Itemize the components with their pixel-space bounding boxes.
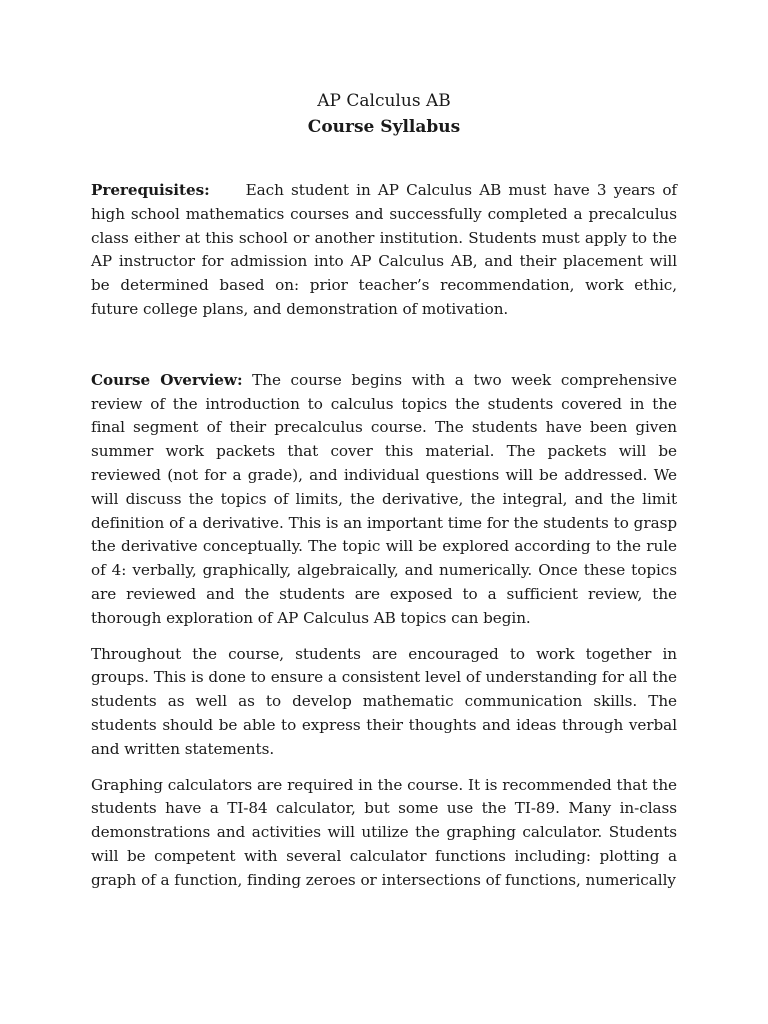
overview-text: The course begins with a two week comprehensive review of the introduction to calculus topics the students covered in the final segment of their precalculus course. The students have been given summer work packets that cover this material. The packets will be reviewed (not for a grade), and individual questions will be addressed. We will discuss the topics of limits, the derivative, the integral, and the limit definition of a derivative. This is an important time for the students to grasp the derivative conceptually. The topic will be explored according to the rule of 4: verbally, graphically, algebraically, and numerically. Once these topics are reviewed and the students are exposed to a sufficient review, the thorough exploration of AP Calculus AB topics can begin. — [91, 370, 677, 627]
prerequisites-label: Prerequisites: — [91, 181, 210, 199]
syllabus-page — [91, 88, 677, 893]
document-title — [91, 88, 677, 140]
section-spacer — [91, 322, 677, 369]
prerequisites-text: Each student in AP Calculus AB must have 3 years of high school mathematics courses and successfully completed a precalculus class either at this school or another institution. Students must apply to the AP instructor for admission into AP Calculus AB, and their placement will be determined based on: prior teacher’s recommendation, work ethic, future college plans, and demonstration of motivation. — [91, 181, 677, 318]
prerequisites-paragraph — [91, 179, 677, 322]
calculators-paragraph: Graphing calculators are required in the course. It is recommended that the students have a TI-84 calculator, but some use the TI-89. Many in-class demonstrations and activities will utilize the graphing calculator. Students will be competent with several calculator functions including: plotting a graph of a function, finding zeroes or intersections of functions, numerically — [91, 775, 677, 889]
overview-paragraph — [91, 369, 677, 631]
groups-paragraph: Throughout the course, students are encouraged to work together in groups. This is done to ensure a consistent level of understanding for all the students as well as to develop mathematic communication skills. The students should be able to express their thoughts and ideas through verbal and written statements. — [91, 644, 677, 758]
paragraph-spacer — [91, 762, 677, 774]
title-course-name: AP Calculus AB — [317, 91, 451, 111]
title-syllabus: Course Syllabus — [307, 117, 461, 137]
paragraph-spacer — [91, 631, 677, 643]
overview-label: Course Overview: — [91, 370, 243, 389]
